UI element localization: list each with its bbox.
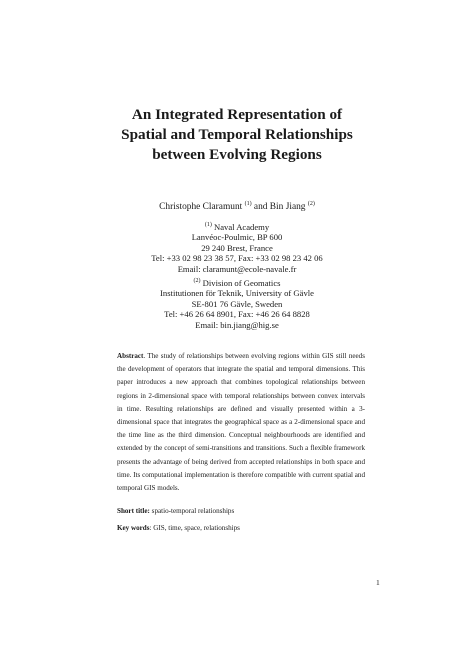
paper-title <box>0 105 474 165</box>
affiliation-1-address: Lanvéoc-Poulmic, BP 600 <box>191 232 283 243</box>
affiliation-2-name: Division of Geomatics <box>202 278 281 288</box>
abstract <box>117 350 365 495</box>
short-title <box>117 506 377 516</box>
abstract-text: . The study of relationships between evolving regions within GIS still needs the development of operators that integrate the spatial and temporal dimensions. This paper introduces a new approach that combines topological relationships between regions in 2-dimensional space with temporal relationships between convex intervals in time. Resulting relationships are defined and visually presented within a 3-dimensional space that integrates the geographical space as a 2-dimensional space and the time line as the third dimension. Conceptual neighbourhoods are identified and extended by the concept of semi-transitions and transitions. Such a flexible framework presents the advantage of being derived from accepted relationships in both space and time. Its computational implementation is therefore compatible with current spatial and temporal GIS models. <box>117 352 365 493</box>
affiliation-2-city: SE-801 76 Gävle, Sweden <box>191 298 283 309</box>
abstract-label: Abstract <box>117 352 144 360</box>
keywords-value: : GIS, time, space, relationships <box>149 524 240 532</box>
author-1-name: Christophe Claramunt <box>159 202 243 212</box>
affiliation-1-phone: Tel: +33 02 98 23 38 57, Fax: +33 02 98 23 42 06 <box>151 253 323 264</box>
short-title-label: Short title: <box>117 507 150 515</box>
affiliation-2 <box>0 278 474 330</box>
author-connector: and Bin Jiang <box>253 202 306 212</box>
affiliation-1 <box>0 222 474 274</box>
affiliation-1-email: Email: claramunt@ecole-navale.fr <box>177 263 297 274</box>
title-line-3: between Evolving Regions <box>152 146 322 163</box>
affiliation-1-name: Naval Academy <box>214 222 270 232</box>
keywords <box>117 523 377 533</box>
affiliation-2-institution: Institutionen för Teknik, University of Gävle <box>160 288 314 299</box>
affiliation-1-city: 29 240 Brest, France <box>201 242 273 253</box>
page-number: 1 <box>376 578 380 587</box>
affiliation-2-mark: (2) <box>193 278 201 284</box>
affiliation-2-email: Email: bin.jiang@hig.se <box>195 319 279 330</box>
author-1-mark: (1) <box>244 201 252 207</box>
title-line-1: An Integrated Representation of <box>131 106 343 123</box>
affiliation-1-mark: (1) <box>204 222 212 228</box>
author-line <box>0 201 474 213</box>
affiliation-1-heading <box>0 222 474 232</box>
affiliation-2-phone: Tel: +46 26 64 8901, Fax: +46 26 64 8828 <box>164 309 310 320</box>
title-line-2: Spatial and Temporal Relationships <box>121 126 353 143</box>
author-2-mark: (2) <box>307 201 315 207</box>
affiliation-2-heading <box>0 278 474 288</box>
keywords-label: Key words <box>117 524 150 532</box>
short-title-value: spatio-temporal relationships <box>149 507 235 515</box>
